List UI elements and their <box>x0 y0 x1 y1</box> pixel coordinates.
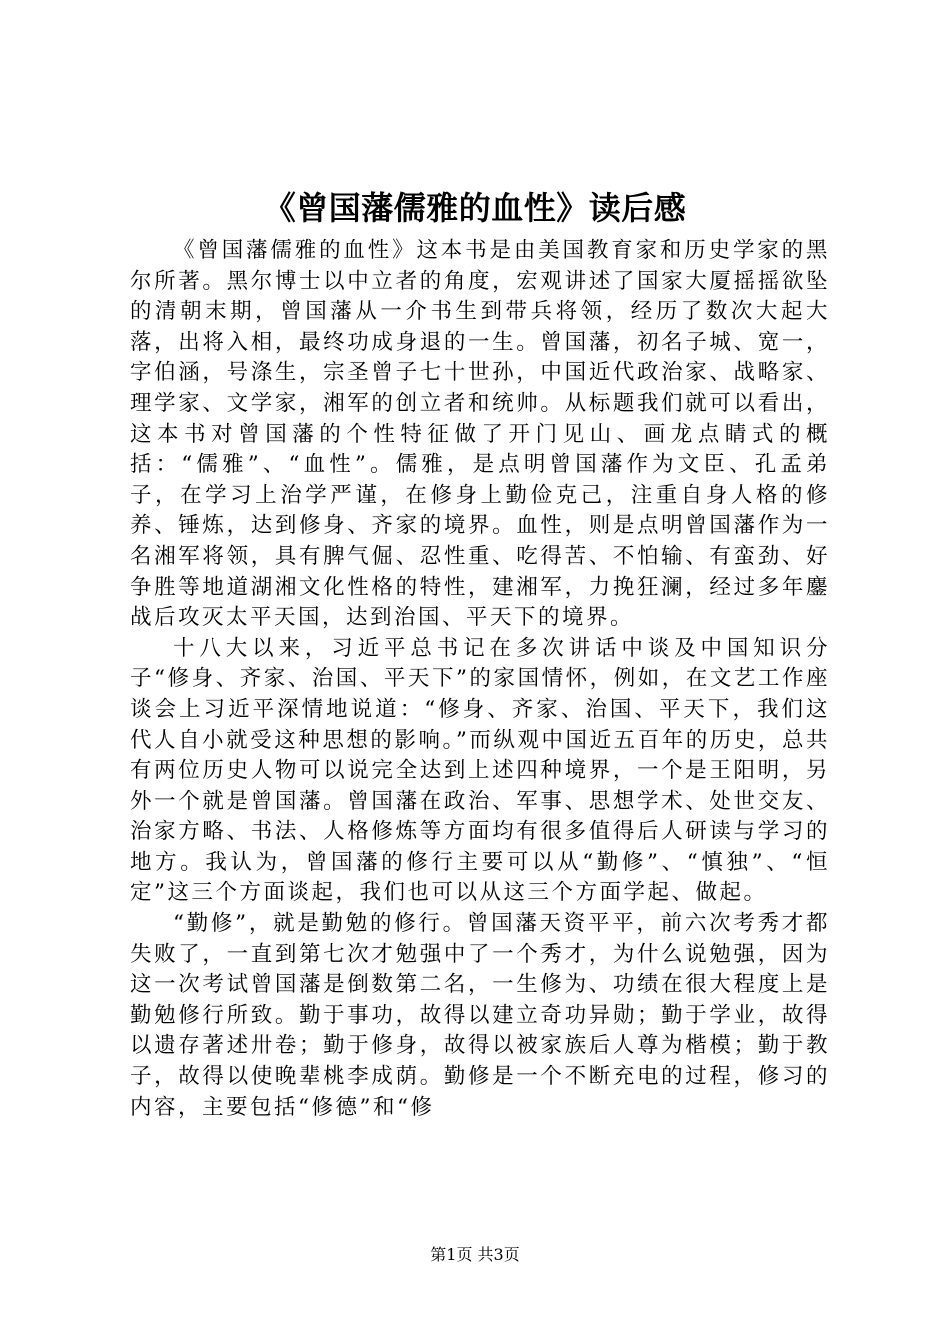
paragraph-2: 十八大以来，习近平总书记在多次讲话中谈及中国知识分子“修身、齐家、治国、平天下”的家国情怀，例如，在文艺工作座谈会上习近平深情地说道：“修身、齐家、治国、平天下，我们这代人自小就受这种思想的影响。”而纵观中国近五百年的历史，总共有两位历史人物可以说完全达到上述四种境界，一个是王阳明，另外一个就是曾国藩。曾国藩在政治、军事、思想学术、处世交友、治家方略、书法、人格修炼等方面均有很多值得后人研读与学习的地方。我认为，曾国藩的修行主要可以从“勤修”、“慎独”、“恒定”这三个方面谈起，我们也可以从这三个方面学起、做起。 <box>130 635 830 906</box>
page-footer <box>0 1244 950 1266</box>
document-body <box>130 236 830 1123</box>
paragraph-1: 《曾国藩儒雅的血性》这本书是由美国教育家和历史学家的黑尔所著。黑尔博士以中立者的角度，宏观讲述了国家大厦摇摇欲坠的清朝末期，曾国藩从一介书生到带兵将领，经历了数次大起大落，出将入相，最终功成身退的一生。曾国藩，初名子城、宽一，字伯涵，号涤生，宗圣曾子七十世孙，中国近代政治家、战略家、理学家、文学家，湘军的创立者和统帅。从标题我们就可以看出，这本书对曾国藩的个性特征做了开门见山、画龙点睛式的概括：“儒雅”、“血性”。儒雅，是点明曾国藩作为文臣、孔孟弟子，在学习上治学严谨，在修身上勤俭克己，注重自身人格的修养、锤炼，达到修身、齐家的境界。血性，则是点明曾国藩作为一名湘军将领，具有脾气倔、忍性重、吃得苦、不怕输、有蛮劲、好争胜等地道湖湘文化性格的特性，建湘军，力挽狂澜，经过多年鏖战后攻灭太平天国，达到治国、平天下的境界。 <box>130 238 830 631</box>
paragraph-3: “勤修”，就是勤勉的修行。曾国藩天资平平，前六次考秀才都失败了，一直到第七次才勉强中了一个秀才，为什么说勉强，因为这一次考试曾国藩是倒数第二名，一生修为、功绩在很大程度上是勤勉修行所致。勤于事功，故得以建立奇功异勋；勤于学业，故得以遗存著述卅卷；勤于修身，故得以被家族后人尊为楷模；勤于教子，故得以使晚辈桃李成荫。勤修是一个不断充电的过程，修习的内容，主要包括“修德”和“修 <box>130 911 830 1120</box>
page-number-indicator: 第1页 共3页 <box>430 1245 520 1264</box>
document-title: 《曾国藩儒雅的血性》读后感 <box>263 189 687 227</box>
